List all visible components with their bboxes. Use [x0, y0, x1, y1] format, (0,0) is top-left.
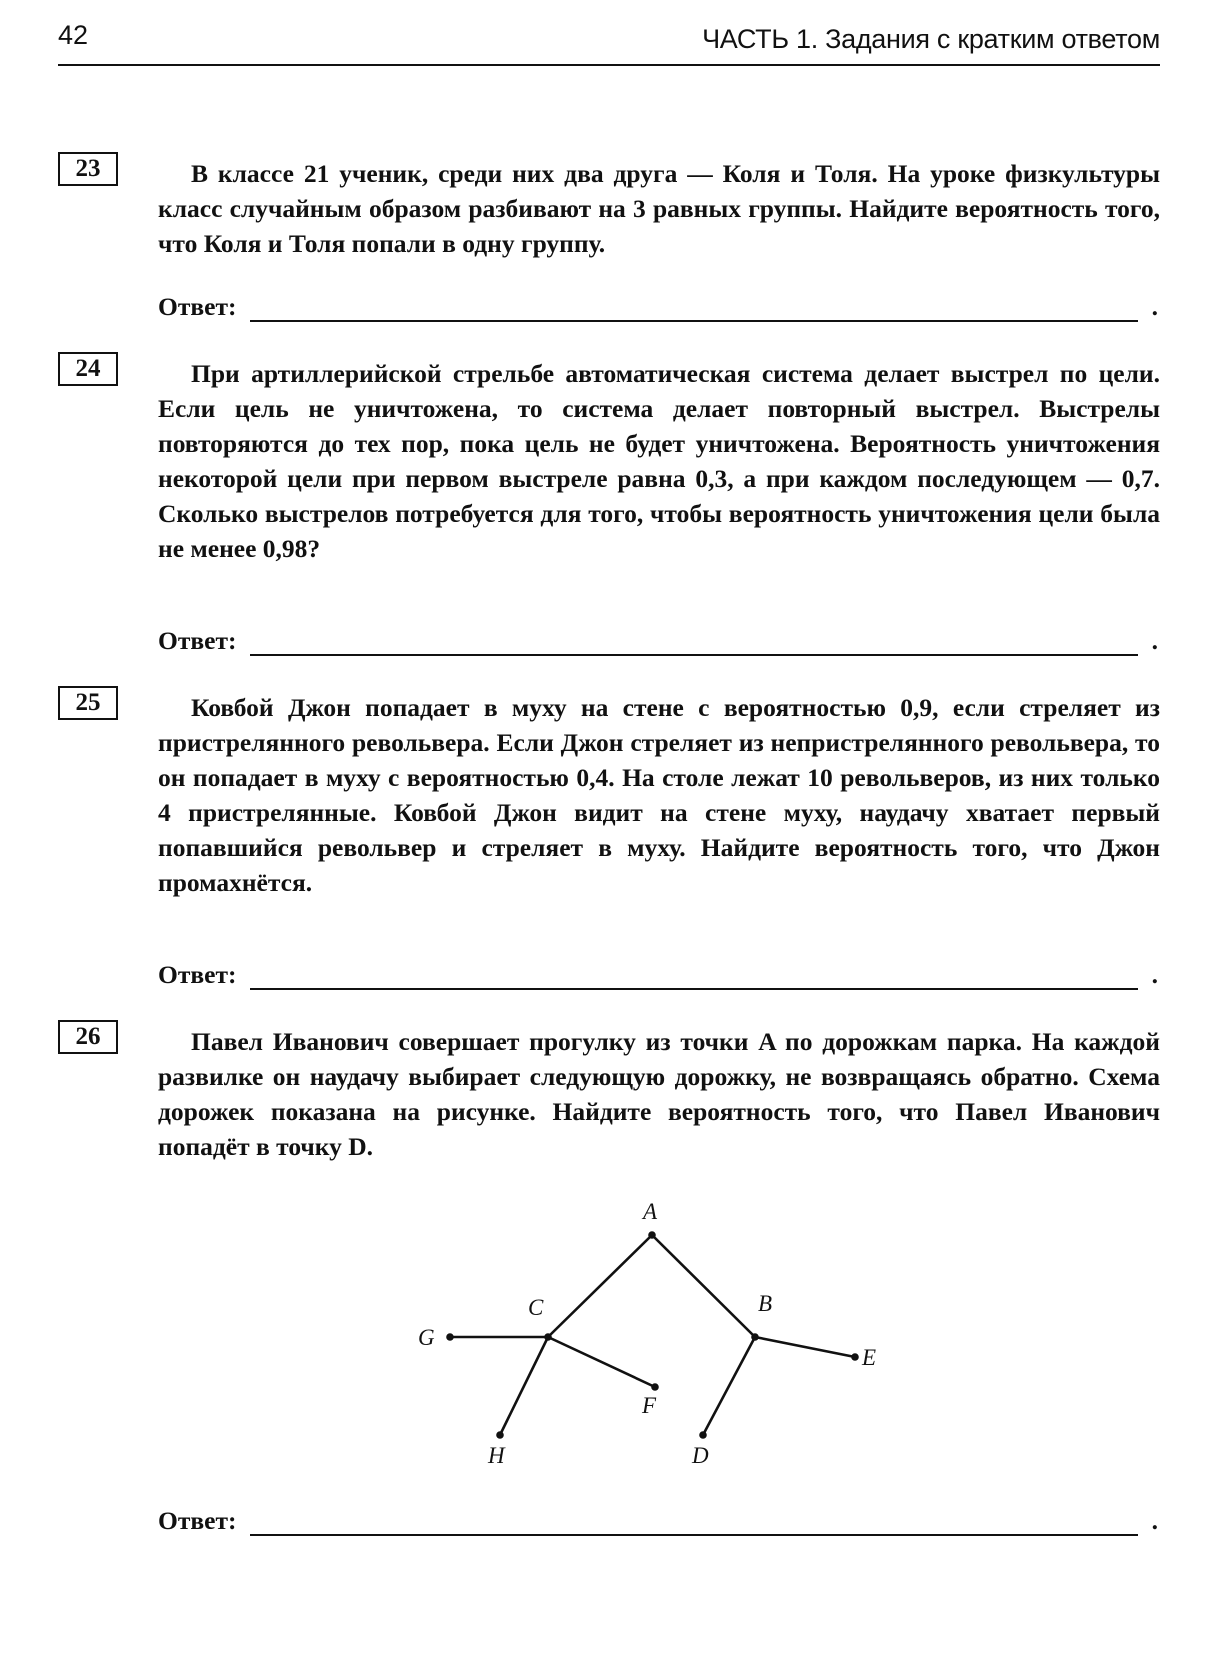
answer-dot: . — [1151, 626, 1158, 655]
answer-line[interactable] — [250, 988, 1138, 990]
point-G — [446, 1333, 454, 1341]
task-number: 24 — [58, 352, 118, 386]
page-header — [58, 18, 1160, 66]
point-E — [851, 1353, 859, 1361]
task-text: В классе 21 ученик, среди них два друга — Коля и Толя. На уроке физкультуры класс случайным образом разбивают на 3 равных группы. Найдите вероятность того, что Коля и Толя попали в одну группу. — [158, 159, 1160, 258]
path-B-E — [755, 1337, 855, 1357]
answer-line[interactable] — [250, 1534, 1138, 1536]
answer-dot: . — [1151, 1506, 1158, 1535]
path-B-D — [703, 1337, 755, 1435]
label-E: E — [862, 1345, 877, 1370]
label-H: H — [488, 1443, 505, 1468]
point-H — [496, 1431, 504, 1439]
path-scheme — [380, 1195, 880, 1475]
path-C-F — [548, 1337, 655, 1387]
point-F — [651, 1383, 659, 1391]
label-D: D — [692, 1443, 709, 1468]
point-B — [751, 1333, 759, 1341]
task-24 — [58, 352, 1160, 672]
park-paths-diagram — [380, 1195, 880, 1475]
label-G: G — [418, 1325, 435, 1350]
answer-label: Ответ: — [158, 960, 237, 989]
answer-field[interactable] — [158, 1504, 1160, 1544]
point-C — [544, 1333, 552, 1341]
page-number: 42 — [58, 20, 89, 50]
label-A: A — [643, 1199, 658, 1224]
task-number: 25 — [58, 686, 118, 720]
label-B: B — [758, 1291, 773, 1316]
answer-field[interactable] — [158, 958, 1160, 998]
answer-line[interactable] — [250, 320, 1138, 322]
answer-label: Ответ: — [158, 292, 237, 321]
label-C: C — [528, 1295, 544, 1320]
answer-line[interactable] — [250, 654, 1138, 656]
point-A — [648, 1231, 656, 1239]
task-number: 23 — [58, 152, 118, 186]
answer-label: Ответ: — [158, 1506, 237, 1535]
task-number: 26 — [58, 1020, 118, 1054]
path-A-B — [652, 1235, 755, 1337]
task-text: Павел Иванович совершает прогулку из точки A по дорожкам парка. На каждой развилке он наудачу выбирает следующую дорожку, не возвращаясь обратно. Схема дорожек показана на рисунке. Найдите вероятность того, что Павел Иванович попадёт в точку D. — [158, 1027, 1160, 1161]
answer-field[interactable] — [158, 290, 1160, 330]
label-F: F — [642, 1393, 657, 1418]
task-23 — [58, 152, 1160, 332]
path-A-C — [548, 1235, 652, 1337]
point-D — [699, 1431, 707, 1439]
task-text: При артиллерийской стрельбе автоматическая система делает выстрел по цели. Если цель не уничтожена, то система делает повторный выстрел. Выстрелы повторяются до тех пор, пока цель не будет уничтожена. Вероятность уничтожения некоторой цели при первом выстреле равна 0,3, а при каждом последующем — 0,7. Сколько выстрелов потребуется для того, чтобы вероятность уничтожения цели была не менее 0,98? — [158, 359, 1160, 563]
answer-dot: . — [1151, 960, 1158, 989]
answer-label: Ответ: — [158, 626, 237, 655]
path-C-H — [500, 1337, 548, 1435]
answer-dot: . — [1151, 292, 1158, 321]
task-text: Ковбой Джон попадает в муху на стене с вероятностью 0,9, если стреляет из пристрелянного револьвера. Если Джон стреляет из непристрелянного револьвера, то он попадает в муху с вероятностью 0,4. На столе лежат 10 револьверов, из них только 4 пристрелянные. Ковбой Джон видит на стене муху, наудачу хватает первый попавшийся револьвер и стреляет в муху. Найдите вероятность того, что Джон промахнётся. — [158, 693, 1160, 897]
running-title: ЧАСТЬ 1. Задания с кратким ответом — [702, 24, 1160, 54]
task-25 — [58, 686, 1160, 1006]
answer-field[interactable] — [158, 624, 1160, 664]
